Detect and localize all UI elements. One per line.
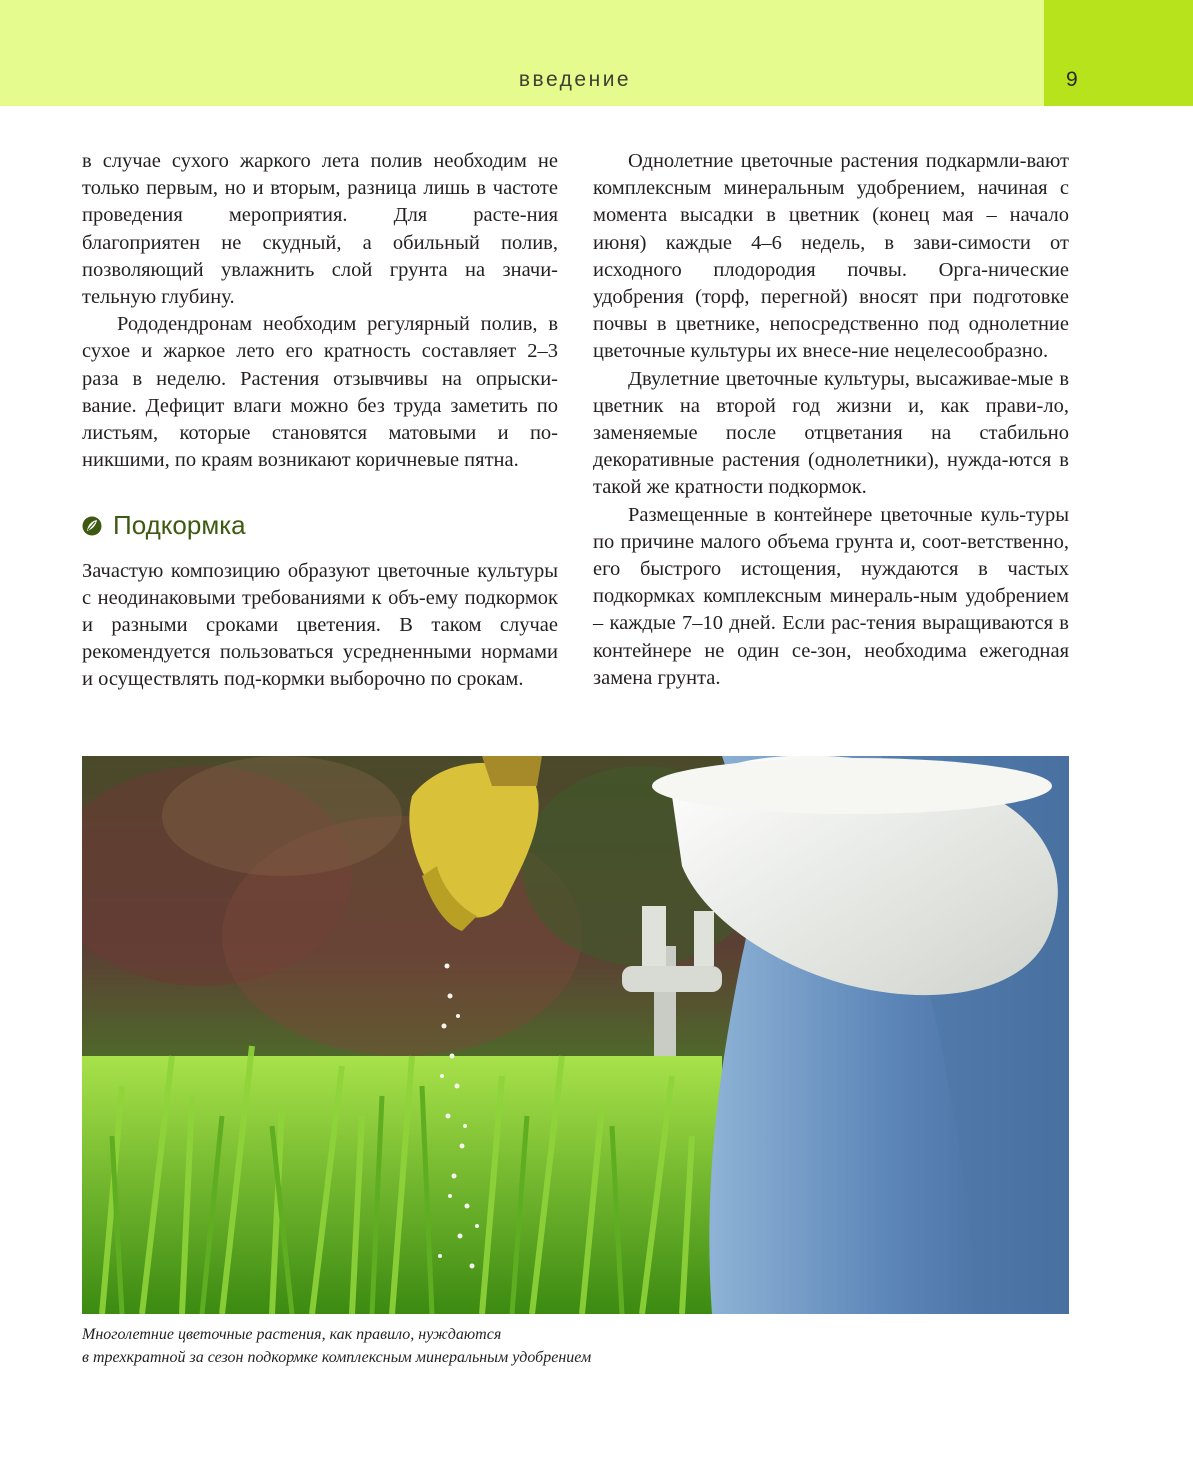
paragraph: Двулетние цветочные культуры, высаживае-мые в цветник на второй год жизни и, как прави-ло, заменяемые после отцветания на стабильно декоративные растения (однолетники), нужда-ются в такой же кратности подкормок.	[593, 367, 1069, 499]
paragraph: Однолетние цветочные растения подкармли-вают комплексным минеральным удобрением, начиная с момента высадки в цветник (конец мая – начало июня) каждые 4–6 недель, в зави-симости от исходного плодородия почвы. Орга-нические удобрения (торф, перегной) вносят при подготовке почвы в цветнике, непосредственно под однолетние цветочные культуры их внесе-ние нецелесообразно.	[593, 150, 1069, 363]
page-header	[0, 0, 1193, 106]
photo-caption	[82, 1323, 1082, 1369]
right-text-column	[593, 148, 1069, 692]
paragraph: Размещенные в контейнере цветочные куль-туры по причине малого объема грунта и, соот-ветственно, его быстрого истощения, нуждаются в частых подкормках комплексным минераль-ным удобрением – каждые 7–10 дней. Если рас-тения выращиваются в контейнере не один се-зон, необходима ежегодная замена грунта.	[593, 503, 1069, 689]
section-title: введение	[518, 68, 632, 91]
fertilizing-photo	[82, 756, 1069, 1314]
leaf-icon	[82, 516, 102, 536]
caption-line: в трехкратной за сезон подкормке комплексным минеральным удобрением	[82, 1349, 592, 1366]
paragraph: в случае сухого жаркого лета полив необходим не только первым, но и вторым, разница лишь в частоте проведения мероприятия. Для расте-ния благоприятен не скудный, а обильный полив, позволяющий увлажнить слой грунта на значи-тельную глубину.	[82, 150, 558, 309]
photo-illustration	[82, 756, 1069, 1314]
caption-line: Многолетние цветочные растения, как правило, нуждаются	[82, 1326, 502, 1343]
heading-text: Подкормка	[113, 510, 246, 541]
paragraph: Зачастую композицию образуют цветочные культуры с неодинаковыми требованиями к объ-ему подкормок и разными сроками цветения. В таком случае рекомендуется пользоваться усредненными нормами и осуществлять под-кормки выборочно по срокам.	[82, 559, 558, 691]
page-number: 9	[1066, 68, 1078, 91]
left-text-column	[82, 148, 558, 694]
section-heading	[82, 512, 558, 539]
paragraph: Рододендронам необходим регулярный полив, в сухое и жаркое лето его кратность составляет 2–3 раза в неделю. Растения отзывчивы на опрыски-вание. Дефицит влаги можно без труда заметить по листьям, которые становятся матовыми и по-никшими, по краям возникают коричневые пятна.	[82, 313, 558, 472]
